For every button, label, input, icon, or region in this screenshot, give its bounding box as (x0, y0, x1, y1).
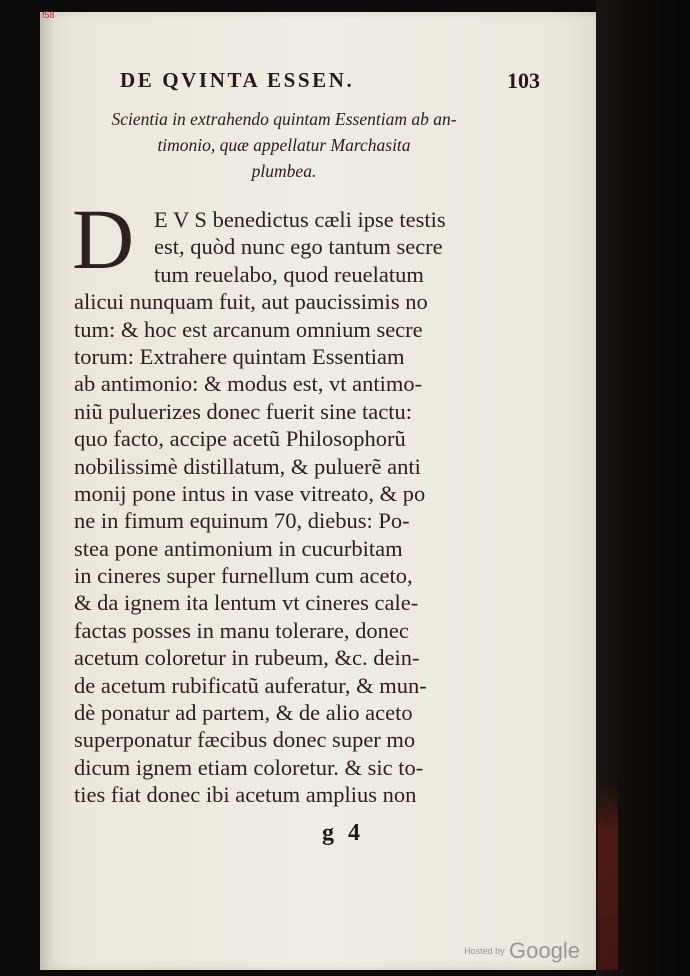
drop-cap: D (72, 191, 135, 287)
subtitle-line: plumbea. (251, 161, 317, 181)
page-header (120, 68, 540, 102)
text-line: dicum ignem etiam coloretur. & sic to- (74, 754, 424, 780)
text-line: tum: & hoc est arcanum omnium secre (74, 316, 423, 342)
text-line: niũ puluerizes donec fuerit sine tactu: (74, 398, 413, 424)
text-line: alicui nunquam fuit, aut paucissimis no (74, 289, 428, 315)
text-line: E V S benedictus cæli ipse testis (154, 207, 446, 232)
folio-number: 103 (507, 68, 540, 93)
chapter-subtitle (84, 106, 484, 184)
text-line: nobilissimè distillatum, & puluerẽ anti (74, 453, 421, 479)
watermark-prefix: Hosted by (464, 946, 505, 956)
text-line: & da ignem ita lentum vt cineres cale- (74, 590, 419, 616)
body-text (72, 191, 484, 809)
text-line: dè ponatur ad partem, & de alio aceto (74, 700, 413, 726)
text-line: factas posses in manu tolerare, donec (74, 617, 409, 643)
text-line: stea pone antimonium in cucurbitam (74, 535, 403, 561)
text-line: tum reuelabo, quod reuelatum (154, 261, 424, 287)
text-line: superponatur fæcibus donec super mo (74, 727, 416, 753)
hosted-by-watermark (464, 938, 580, 964)
subtitle-line: Scientia in extrahendo quintam Essentiam ab an- (111, 109, 457, 129)
text-line: in cineres super furnellum cum aceto, (74, 563, 413, 589)
text-line: ne in fimum equinum 70, diebus: Po- (74, 508, 410, 534)
corner-tag: f58 (42, 10, 55, 20)
google-logo: Google (509, 938, 580, 963)
text-line: est, quòd nunc ego tantum secre (154, 234, 443, 260)
text-line: ab antimonio: & modus est, vt antimo- (74, 371, 423, 397)
text-line: quo facto, accipe acetũ Philosophorũ (74, 426, 406, 452)
text-line: monij pone intus in vase vitreato, & po (74, 480, 426, 506)
text-line: de acetum rubificatũ auferatur, & mun- (74, 672, 427, 698)
subtitle-line: timonio, quæ appellatur Marchasita (157, 135, 411, 155)
signature-mark: g 4 (322, 820, 364, 846)
text-line: acetum coloretur in rubeum, &c. dein- (74, 645, 420, 671)
text-line: torum: Extrahere quintam Essentiam (74, 343, 405, 369)
binding-edge (596, 0, 690, 976)
text-line: ties fiat donec ibi acetum amplius non (74, 782, 417, 808)
running-head: DE QVINTA ESSEN. (120, 68, 355, 92)
edge-stain (598, 780, 618, 970)
